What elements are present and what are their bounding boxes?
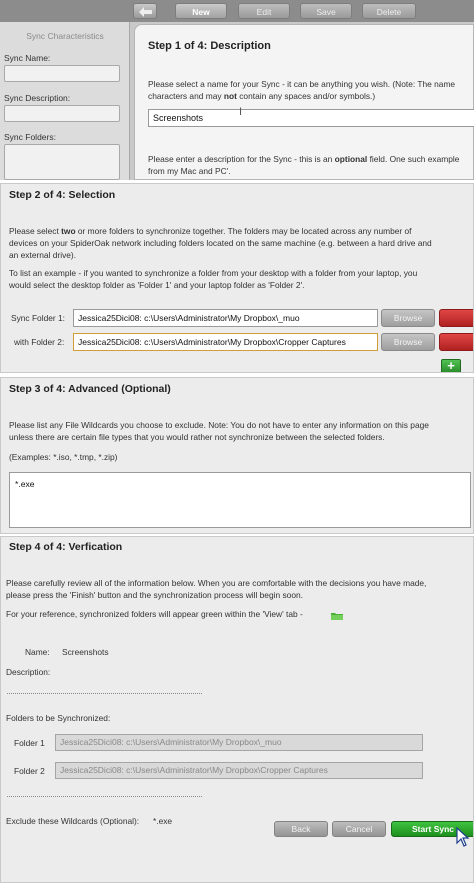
step2-para1-line1: [9, 225, 469, 237]
sidebar-description-label: Sync Description:: [4, 93, 71, 103]
description-text: Please enter a description for the Sync - this is an: [148, 154, 335, 164]
step4-line2: please press the 'Finish' button and the synchronization process will begin soon.: [6, 590, 303, 600]
remove-folder2-button[interactable]: [439, 333, 474, 351]
para-emphasis: two: [61, 226, 76, 236]
step1-instruction-line1: Please select a name for your Sync - it can be anything you wish. (Note: The name: [148, 79, 456, 89]
mouse-pointer-icon: [456, 827, 470, 847]
step2-para1-line3: an external drive).: [9, 250, 77, 260]
step2-para1-line2: devices on your SpiderOak network including folders located on the same machine (e.g. between a hard drive and: [9, 238, 432, 248]
review-description-label: Description:: [6, 667, 51, 677]
step1-description-line1: [148, 153, 474, 165]
instruction-text: characters and may: [148, 91, 224, 101]
step3-title: Step 3 of 4: Advanced (Optional): [9, 383, 171, 395]
description-emphasis: optional: [334, 154, 368, 164]
divider: [7, 796, 202, 797]
review-name-label: Name:: [25, 647, 50, 657]
step4-panel: [0, 536, 474, 883]
sync-folder2-input[interactable]: Jessica25Dici08: c:\Users\Administrator\My Dropbox\Cropper Captures: [73, 333, 378, 351]
edit-button[interactable]: Edit: [238, 3, 290, 19]
cancel-button[interactable]: Cancel: [332, 821, 386, 837]
remove-folder1-button[interactable]: [439, 309, 474, 327]
add-folder-button[interactable]: +: [441, 359, 461, 373]
sync-folder2-label: with Folder 2:: [14, 337, 65, 347]
step2-panel: [0, 183, 474, 373]
review-name-value: Screenshots: [62, 647, 109, 657]
review-exclude-value: *.exe: [153, 816, 173, 826]
para-text: Please select: [9, 226, 62, 236]
instruction-text: contain any spaces and/or symbols.): [236, 91, 376, 101]
description-text: field. One such example: [367, 154, 460, 164]
step1-panel: [0, 0, 474, 180]
sidebar-description-field[interactable]: [4, 105, 120, 122]
save-button[interactable]: Save: [300, 3, 352, 19]
synced-folder-icon: [331, 611, 343, 620]
sync-folder1-input[interactable]: Jessica25Dici08: c:\Users\Administrator\My Dropbox\_muo: [73, 309, 378, 327]
back-button[interactable]: Back: [274, 821, 328, 837]
step1-description-line2: from my Mac and PC'.: [148, 166, 231, 176]
sync-folder1-label: Sync Folder 1:: [11, 313, 65, 323]
step3-panel: [0, 377, 474, 534]
back-arrow-icon: [139, 7, 152, 17]
step2-para2-line1: To list an example - if you wanted to synchronize a folder from your desktop with a folder from your laptop, you: [9, 268, 418, 278]
sidebar-folders-label: Sync Folders:: [4, 132, 56, 142]
browse-folder2-button[interactable]: Browse: [381, 333, 435, 351]
step4-line3: For your reference, synchronized folders will appear green within the 'View' tab -: [6, 609, 303, 619]
step2-title: Step 2 of 4: Selection: [9, 189, 116, 201]
start-sync-button[interactable]: Start Sync: [391, 821, 474, 837]
step3-line2: unless there are certain file types that you would rather not synchronize between the selected folders.: [9, 432, 385, 442]
toolbar: [0, 0, 474, 22]
review-exclude-label: Exclude these Wildcards (Optional):: [6, 816, 140, 826]
wildcards-textarea[interactable]: *.exe: [9, 472, 471, 528]
step2-para2-line2: would select the desktop folder as 'Folder 1' and your laptop folder as 'Folder 2'.: [9, 280, 305, 290]
instruction-emphasis: not: [223, 91, 237, 101]
delete-button[interactable]: Delete: [362, 3, 416, 19]
sidebar-folders-list[interactable]: [4, 144, 120, 180]
step4-title: Step 4 of 4: Verfication: [9, 541, 123, 553]
sync-name-input[interactable]: Screenshots: [148, 109, 474, 127]
new-button[interactable]: New: [175, 3, 227, 19]
review-folder1-label: Folder 1: [14, 738, 45, 748]
text-cursor-icon: I: [239, 106, 243, 118]
step3-line1: Please list any File Wildcards you choose to exclude. Note: You do not have to enter any information on this page: [9, 420, 429, 430]
step1-instruction-line2: [148, 90, 474, 102]
back-nav-button[interactable]: [133, 3, 157, 19]
sidebar-title: Sync Characteristics: [26, 31, 104, 41]
sync-characteristics-sidebar: [0, 22, 130, 180]
step1-title: Step 1 of 4: Description: [148, 40, 271, 52]
sidebar-name-field[interactable]: [4, 65, 120, 82]
review-folder2-field: Jessica25Dici08: c:\Users\Administrator\My Dropbox\Cropper Captures: [55, 762, 423, 779]
para-text: or more folders to synchronize together. The folders may be located across any number of: [75, 226, 412, 236]
step3-examples: (Examples: *.iso, *.tmp, *.zip): [9, 452, 118, 462]
browse-folder1-button[interactable]: Browse: [381, 309, 435, 327]
step4-line1: Please carefully review all of the information below. When you are comfortable with the decisions you have made,: [6, 578, 427, 588]
divider: [7, 693, 202, 694]
review-folders-heading: Folders to be Synchronized:: [6, 713, 111, 723]
review-folder2-label: Folder 2: [14, 766, 45, 776]
review-folder1-field: Jessica25Dici08: c:\Users\Administrator\My Dropbox\_muo: [55, 734, 423, 751]
sidebar-name-label: Sync Name:: [4, 53, 51, 63]
step1-content: [134, 24, 474, 180]
